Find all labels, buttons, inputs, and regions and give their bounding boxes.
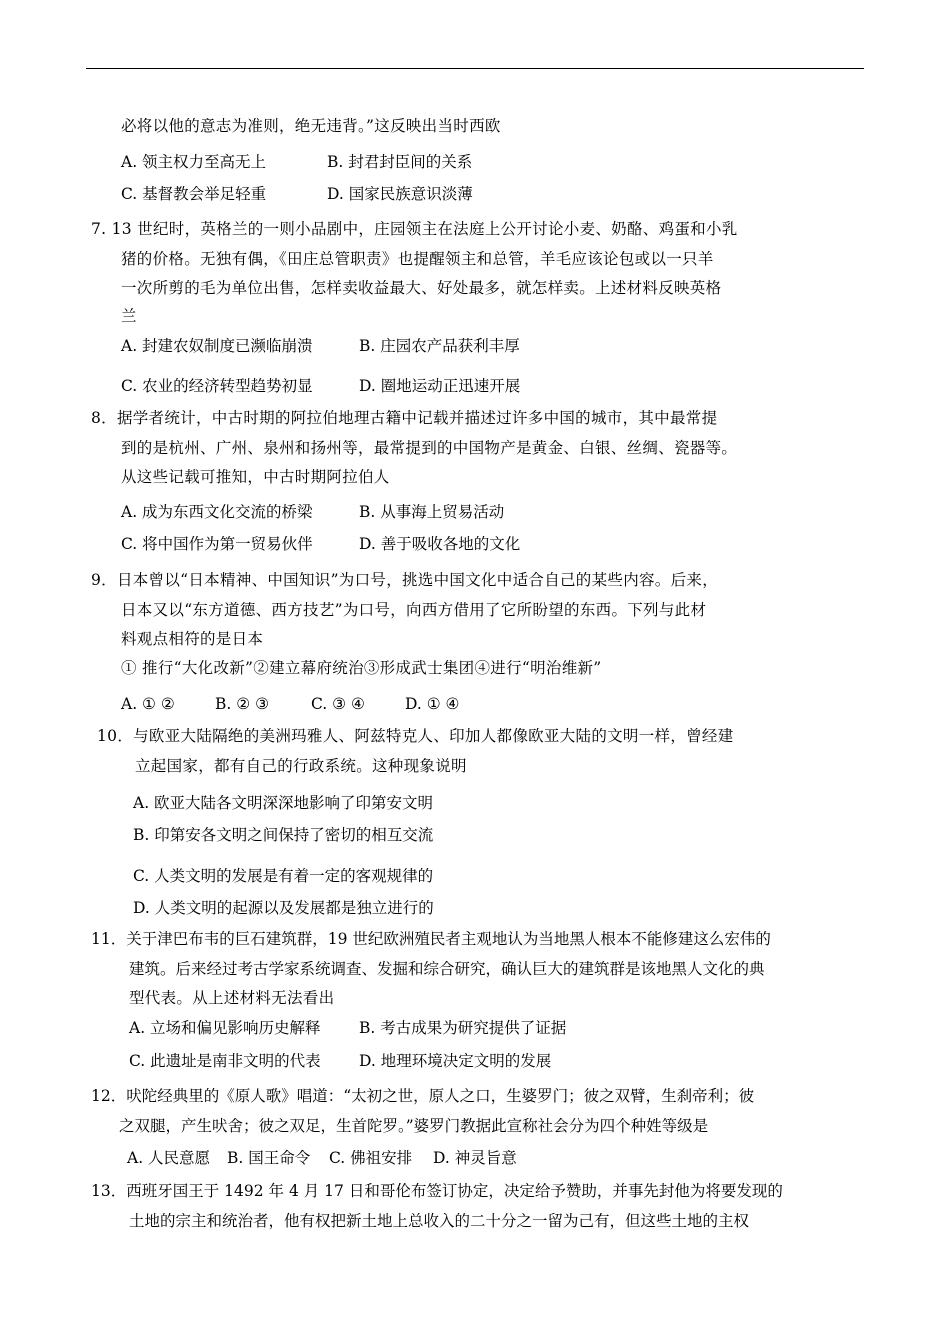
q9-stem-line1: 9．日本曾以“日本精神、中国知识”为口号，挑选中国文化中适合自己的某些内容。后来，	[91, 571, 719, 589]
q10-option-c: C. 人类文明的发展是有着一定的客观规律的	[133, 867, 434, 885]
q11-option-b: B. 考古成果为研究提供了证据	[359, 1019, 567, 1037]
q10-stem-line1: 10．与欧亚大陆隔绝的美洲玛雅人、阿兹特克人、印加人都像欧亚大陆的文明一样，曾经建	[97, 727, 734, 745]
q10-option-a: A. 欧亚大陆各文明深深地影响了印第安文明	[133, 794, 434, 812]
q9-stem-line2: 日本又以“东方道德、西方技艺”为口号，向西方借用了它所盼望的东西。下列与此材	[121, 601, 707, 619]
q12-stem-line1: 12．吠陀经典里的《原人歌》唱道：“太初之世，原人之口，生婆罗门；彼之双臂，生刹帝利；彼	[91, 1087, 755, 1105]
q7-option-a: A. 封建农奴制度已濒临崩溃	[121, 337, 313, 355]
q11-stem-line2: 建筑。后来经过考古学家系统调查、发掘和综合研究，确认巨大的建筑群是该地黑人文化的典	[129, 960, 765, 978]
q9-option-a: A. ① ②	[121, 695, 175, 713]
q6-option-c: C. 基督教会举足轻重	[121, 185, 267, 203]
q12-option-b: B. 国王命令	[227, 1149, 311, 1167]
q11-option-d: D. 地理环境决定文明的发展	[359, 1052, 552, 1070]
q10-option-b: B. 印第安各文明之间保持了密切的相互交流	[133, 826, 434, 844]
q7-stem-line1: 7. 13 世纪时，英格兰的一则小品剧中，庄园领主在法庭上公开讨论小麦、奶酪、鸡蛋和小乳	[91, 220, 738, 238]
q7-stem-line2: 猪的价格。无独有偶，《田庄总管职责》也提醒领主和总管，羊毛应该论包或以一只羊	[121, 250, 714, 268]
q8-option-c: C. 将中国作为第一贸易伙伴	[121, 535, 313, 553]
q7-stem-line4: 兰	[121, 307, 137, 325]
q7-option-d: D. 圈地运动正迅速开展	[359, 377, 521, 395]
q6-stem-tail: 必将以他的意志为准则，绝无违背。”这反映出当时西欧	[121, 117, 501, 135]
q7-option-b: B. 庄园农产品获利丰厚	[359, 337, 520, 355]
q8-stem-line2: 到的是杭州、广州、泉州和扬州等，最常提到的中国物产是黄金、白银、丝绸、瓷器等。	[121, 439, 738, 457]
q9-option-c: C. ③ ④	[311, 695, 365, 713]
q6-option-b: B. 封君封臣间的关系	[327, 153, 473, 171]
header-rule	[86, 68, 864, 69]
q11-option-a: A. 立场和偏见影响历史解释	[129, 1019, 321, 1037]
q6-option-d: D. 国家民族意识淡薄	[327, 185, 473, 203]
q8-stem-line1: 8．据学者统计，中古时期的阿拉伯地理古籍中记载并描述过许多中国的城市，其中最常提	[91, 409, 718, 427]
q7-stem-line3: 一次所剪的毛为单位出售，怎样卖收益最大、好处最多，就怎样卖。上述材料反映英格	[121, 279, 722, 297]
q12-option-d: D. 神灵旨意	[433, 1149, 517, 1167]
q8-option-a: A. 成为东西文化交流的桥梁	[121, 503, 313, 521]
q9-option-b: B. ② ③	[215, 695, 269, 713]
q10-stem-line2: 立起国家，都有自己的行政系统。这种现象说明	[135, 757, 467, 775]
q12-stem-line2: 之双腿，产生吠舍；彼之双足，生首陀罗。”婆罗门教据此宣称社会分为四个种姓等级是	[119, 1117, 709, 1135]
q13-stem-line1: 13．西班牙国王于 1492 年 4 月 17 日和哥伦布签订协定，决定给予赞助，并事先封他为将要发现的	[91, 1182, 783, 1200]
q9-statements: ① 推行“大化改新”②建立幕府统治③形成武士集团④进行“明治维新”	[121, 659, 602, 677]
q8-option-b: B. 从事海上贸易活动	[359, 503, 505, 521]
q9-option-d: D. ① ④	[405, 695, 460, 713]
q9-stem-line3: 料观点相符的是日本	[121, 630, 264, 648]
q11-stem-line1: 11．关于津巴布韦的巨石建筑群，19 世纪欧洲殖民者主观地认为当地黑人根本不能修建这么宏伟的	[91, 930, 771, 948]
q6-option-a: A. 领主权力至高无上	[121, 153, 267, 171]
q12-option-a: A. 人民意愿	[127, 1149, 211, 1167]
q11-option-c: C. 此遗址是南非文明的代表	[129, 1052, 321, 1070]
q8-stem-line3: 从这些记载可推知，中古时期阿拉伯人	[121, 468, 390, 486]
q7-option-c: C. 农业的经济转型趋势初显	[121, 377, 313, 395]
q13-stem-line2: 土地的宗主和统治者，他有权把新土地上总收入的二十分之一留为己有，但这些土地的主权	[129, 1212, 750, 1230]
q12-option-c: C. 佛祖安排	[329, 1149, 413, 1167]
q11-stem-line3: 型代表。从上述材料无法看出	[129, 989, 335, 1007]
q8-option-d: D. 善于吸收各地的文化	[359, 535, 521, 553]
q10-option-d: D. 人类文明的起源以及发展都是独立进行的	[133, 899, 434, 917]
